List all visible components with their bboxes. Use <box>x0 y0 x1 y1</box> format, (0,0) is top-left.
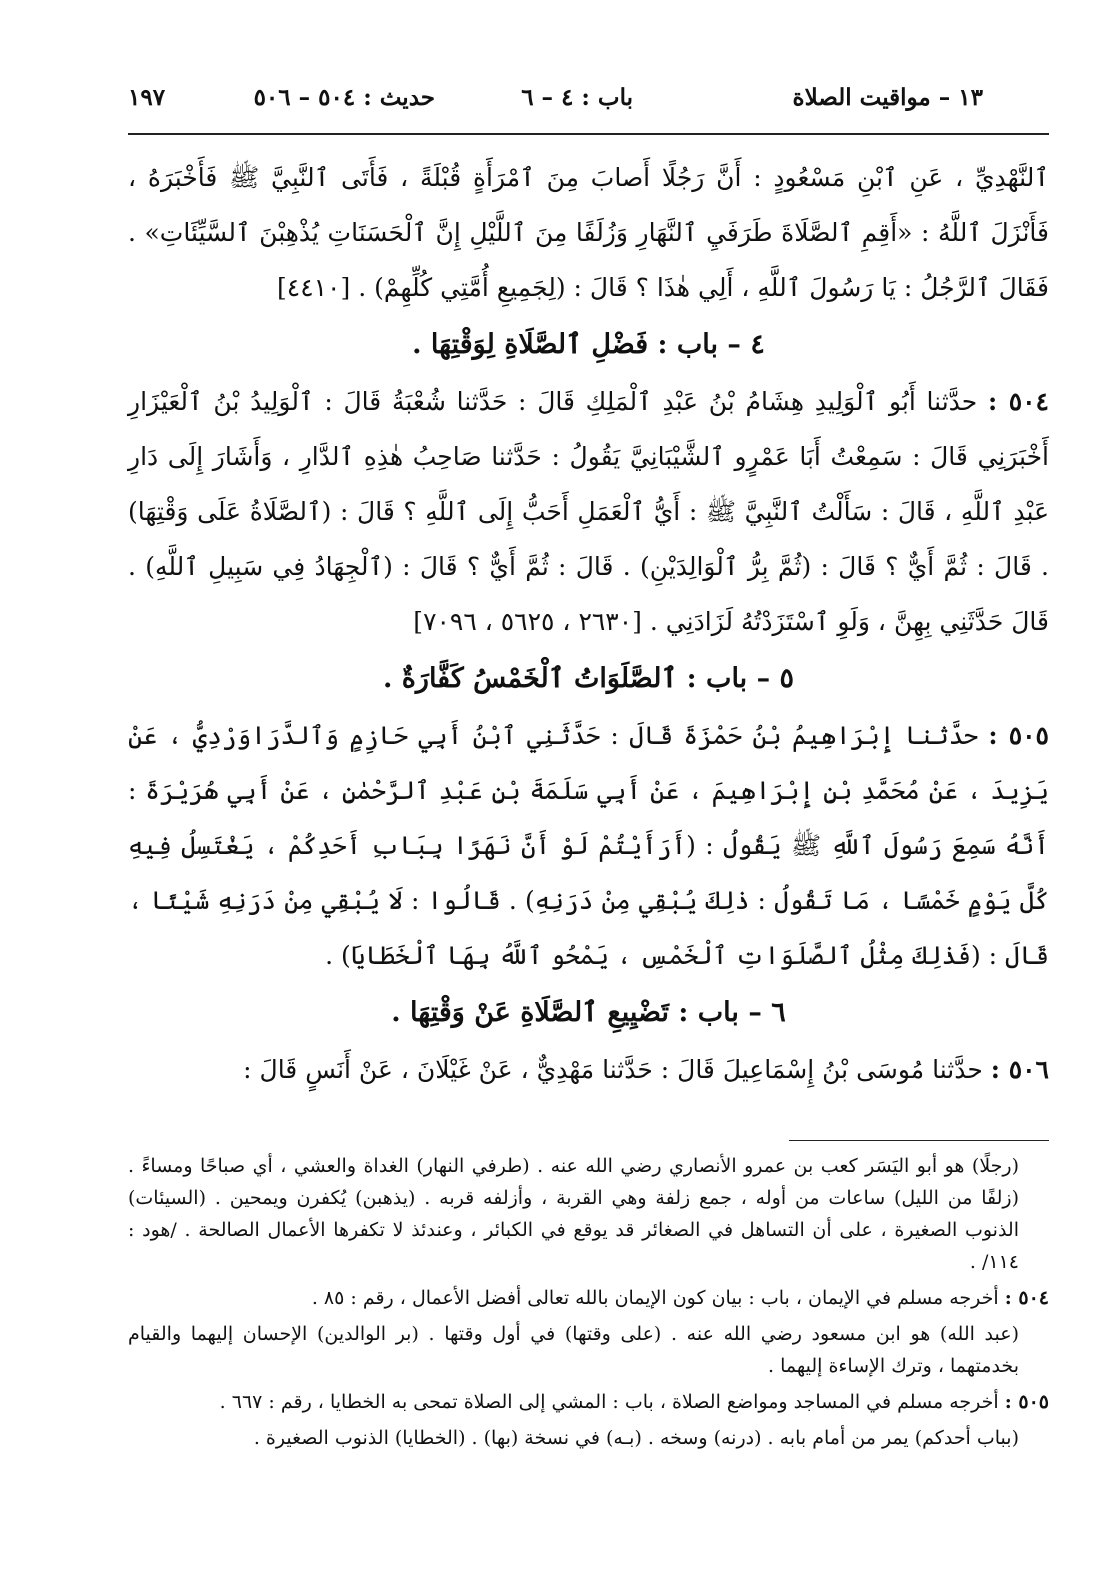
intro-references: [٤٤١٠] <box>277 273 351 302</box>
hadith-505-number: ٥٠٥ : <box>988 721 1049 750</box>
main-text <box>128 150 1049 1097</box>
footnote-504-number: ٥٠٤ : <box>1004 1287 1049 1309</box>
hadith-505 <box>128 708 1049 983</box>
footnote-505-gloss: (بباب أحدكم) يمر من أمام بابه . (درنه) وسخه . (بـه) في نسخة (بها) . (الخطايا) الذنوب الصغيرة . <box>253 1427 1019 1449</box>
header-chapter-title: ١٣ – مواقيت الصلاة <box>792 84 983 111</box>
hadith-504-references: [٢٦٣٠ ، ٥٦٢٥ ، ٧٠٩٦] <box>413 607 642 636</box>
footnote-505-number: ٥٠٥ : <box>1004 1391 1049 1413</box>
footnote-505 <box>128 1386 1049 1418</box>
footnote-504-text: أخرجه مسلم في الإيمان ، باب : بيان كون الإيمان بالله تعالى أفضل الأعمال ، رقم : ٨٥ . <box>311 1287 999 1309</box>
hadith-506 <box>128 1042 1049 1097</box>
hadith-504-text: حدَّثنا أَبُو ٱلْوَلِيدِ هِشَامُ بْنُ عَبْدِ ٱلْمَلِكِ قَالَ : حَدَّثنا شُعْبَةُ قَالَ : ٱلْوَلِيدُ بْنُ ٱلْعَيْزَارِ أَخْبَرَنِي قَالَ : سَمِعْتُ أَبَا عَمْرٍو ٱلشَّيْبَانِيَّ يَقُولُ : حَدَّثنا صَاحِبُ هٰذِهِ ٱلدَّارِ ، وَأَشَارَ إِلَى دَارِ عَبْدِ ٱللَّهِ ، قَالَ : سَأَلْتُ ٱلنَّبِيَّ ﷺ : أَيُّ ٱلْعَمَلِ أَحَبُّ إِلَى ٱللَّهِ ؟ قَالَ : (ٱلصَّلَاةُ عَلَى وَقْتِهَا) . قَالَ : ثُمَّ أَيٌّ ؟ قَالَ : (ثُمَّ بِرُّ ٱلْوَالِدَيْنِ) . قَالَ : ثُمَّ أَيٌّ ؟ قَالَ : (ٱلْجِهَادُ فِي سَبِيلِ ٱللَّهِ) . قَالَ حَدَّثَنِي بِهِنَّ ، وَلَوِ ٱسْتَزَدْتُهُ لَزَادَنِي . <box>128 387 1049 636</box>
hadith-506-text: حدَّثنا مُوسَى بْنُ إِسْمَاعِيلَ قَالَ : حَدَّثنا مَهْدِيٌّ ، عَنْ غَيْلَانَ ، عَنْ أَنَسٍ قَالَ : <box>243 1055 983 1084</box>
header-hadith-range: حديث : ٥٠٤ – ٥٠٦ <box>253 84 435 111</box>
intro-text: ٱلنَّهْدِيِّ ، عَنِ ٱبْنِ مَسْعُودٍ : أَنَّ رَجُلًا أَصابَ مِنَ ٱمْرَأَةٍ قُبْلَةً ، فَأَتَى ٱلنَّبِيَّ ﷺ فَأَخْبَرَهُ ، فَأَنْزَلَ ٱللَّهُ : «أَقِمِ ٱلصَّلَاةَ طَرَفَيِ ٱلنَّهَارِ وَزُلَفًا مِنَ ٱللَّيْلِ إِنَّ ٱلْحَسَنَاتِ يُذْهِبْنَ ٱلسَّيِّئَاتِ» . فَقَالَ ٱلرَّجُلُ : يَا رَسُولَ ٱللَّهِ ، أَلِي هٰذَا ؟ قَالَ : (لِجَمِيعِ أُمَّتِي كُلِّهِمْ) . <box>128 163 1049 302</box>
hadith-506-number: ٥٠٦ : <box>990 1055 1049 1084</box>
header-bab-range: باب : ٤ – ٦ <box>521 84 633 111</box>
footnote-504-gloss: (عبد الله) هو ابن مسعود رضي الله عنه . (على وقتها) في أول وقتها . (بر الوالدين) الإحسان إليهما والقيام بخدمتهما ، وترك الإساءة إليهما . <box>128 1323 1019 1377</box>
hadith-504-number: ٥٠٤ : <box>987 387 1049 416</box>
bab-5-heading: ٥ – باب : ٱلصَّلَوَاتُ ٱلْخَمْسُ كَفَّارَةٌ . <box>382 663 795 694</box>
hadith-504 <box>128 374 1049 649</box>
bab-6-heading: ٦ – باب : تَضْيِيعِ ٱلصَّلَاةِ عَنْ وَقْتِهَا . <box>391 997 786 1028</box>
hadith-505-text: حدَّثنا إِبْرَاهِيمُ بْنُ حَمْزَةَ قَالَ : حَدَّثَنِي ٱبْنُ أَبِي حَازِمٍ وَٱلدَّرَاوَرْدِيُّ ، عَنْ يَزِيدَ ، عَنْ مُحَمَّدِ بْنِ إِبْرَاهِيمَ ، عَنْ أَبِي سَلَمَةَ بْنِ عَبْدِ ٱلرَّحْمٰنِ ، عَنْ أَبِي هُرَيْرَةَ : أَنَّهُ سَمِعَ رَسُولَ ٱللَّهِ ﷺ يَقُولُ : (أَرَأَيْتُمْ لَوْ أَنَّ نَهَرًا بِبَابِ أَحَدِكُمْ ، يَغْتَسِلُ فِيهِ كُلَّ يَوْمٍ خَمْسًا ، مَا تَقُولُ : ذٰلِكَ يُبْقِي مِنْ دَرَنِهِ) . قَالُوا : لَا يُبْقِي مِنْ دَرَنِهِ شَيْئًا ، قَالَ : (فَذٰلِكَ مِثْلُ ٱلصَّلَوَاتِ ٱلْخَمْسِ ، يَمْحُو ٱللَّهُ بِهَا ٱلْخَطَايَا) . <box>128 721 1050 970</box>
header-divider <box>128 133 1049 135</box>
footnote-504 <box>128 1282 1049 1314</box>
footnotes <box>128 1150 1049 1458</box>
page-number: ١٩٧ <box>128 84 166 111</box>
running-header <box>128 84 983 124</box>
bab-4-heading: ٤ – باب : فَضْلِ ٱلصَّلَاةِ لِوَقْتِهَا . <box>412 329 765 360</box>
intro-paragraph <box>128 150 1049 315</box>
footnote-1: (رجلًا) هو أبو اليَسَر كعب بن عمرو الأنصاري رضي الله عنه . (طرفي النهار) الغداة والعشي ، أي صباحًا ومساءً . (زلفًا من الليل) ساعات من أوله ، جمع زلفة وهي القربة ، وأزلفه قربه . (يذهبن) يُكفرن ويمحين . (السيئات) الذنوب الصغيرة ، على أن التساهل في الصغائر قد يوقع في الكبائر ، وعندئذ لا تكفرها الأعمال الصالحة . /هود : ١١٤/ . <box>128 1155 1019 1273</box>
footnote-505-text: أخرجه مسلم في المساجد ومواضع الصلاة ، باب : المشي إلى الصلاة تمحى به الخطايا ، رقم : ٦٦٧ . <box>219 1391 999 1413</box>
footnote-divider <box>789 1140 1049 1141</box>
